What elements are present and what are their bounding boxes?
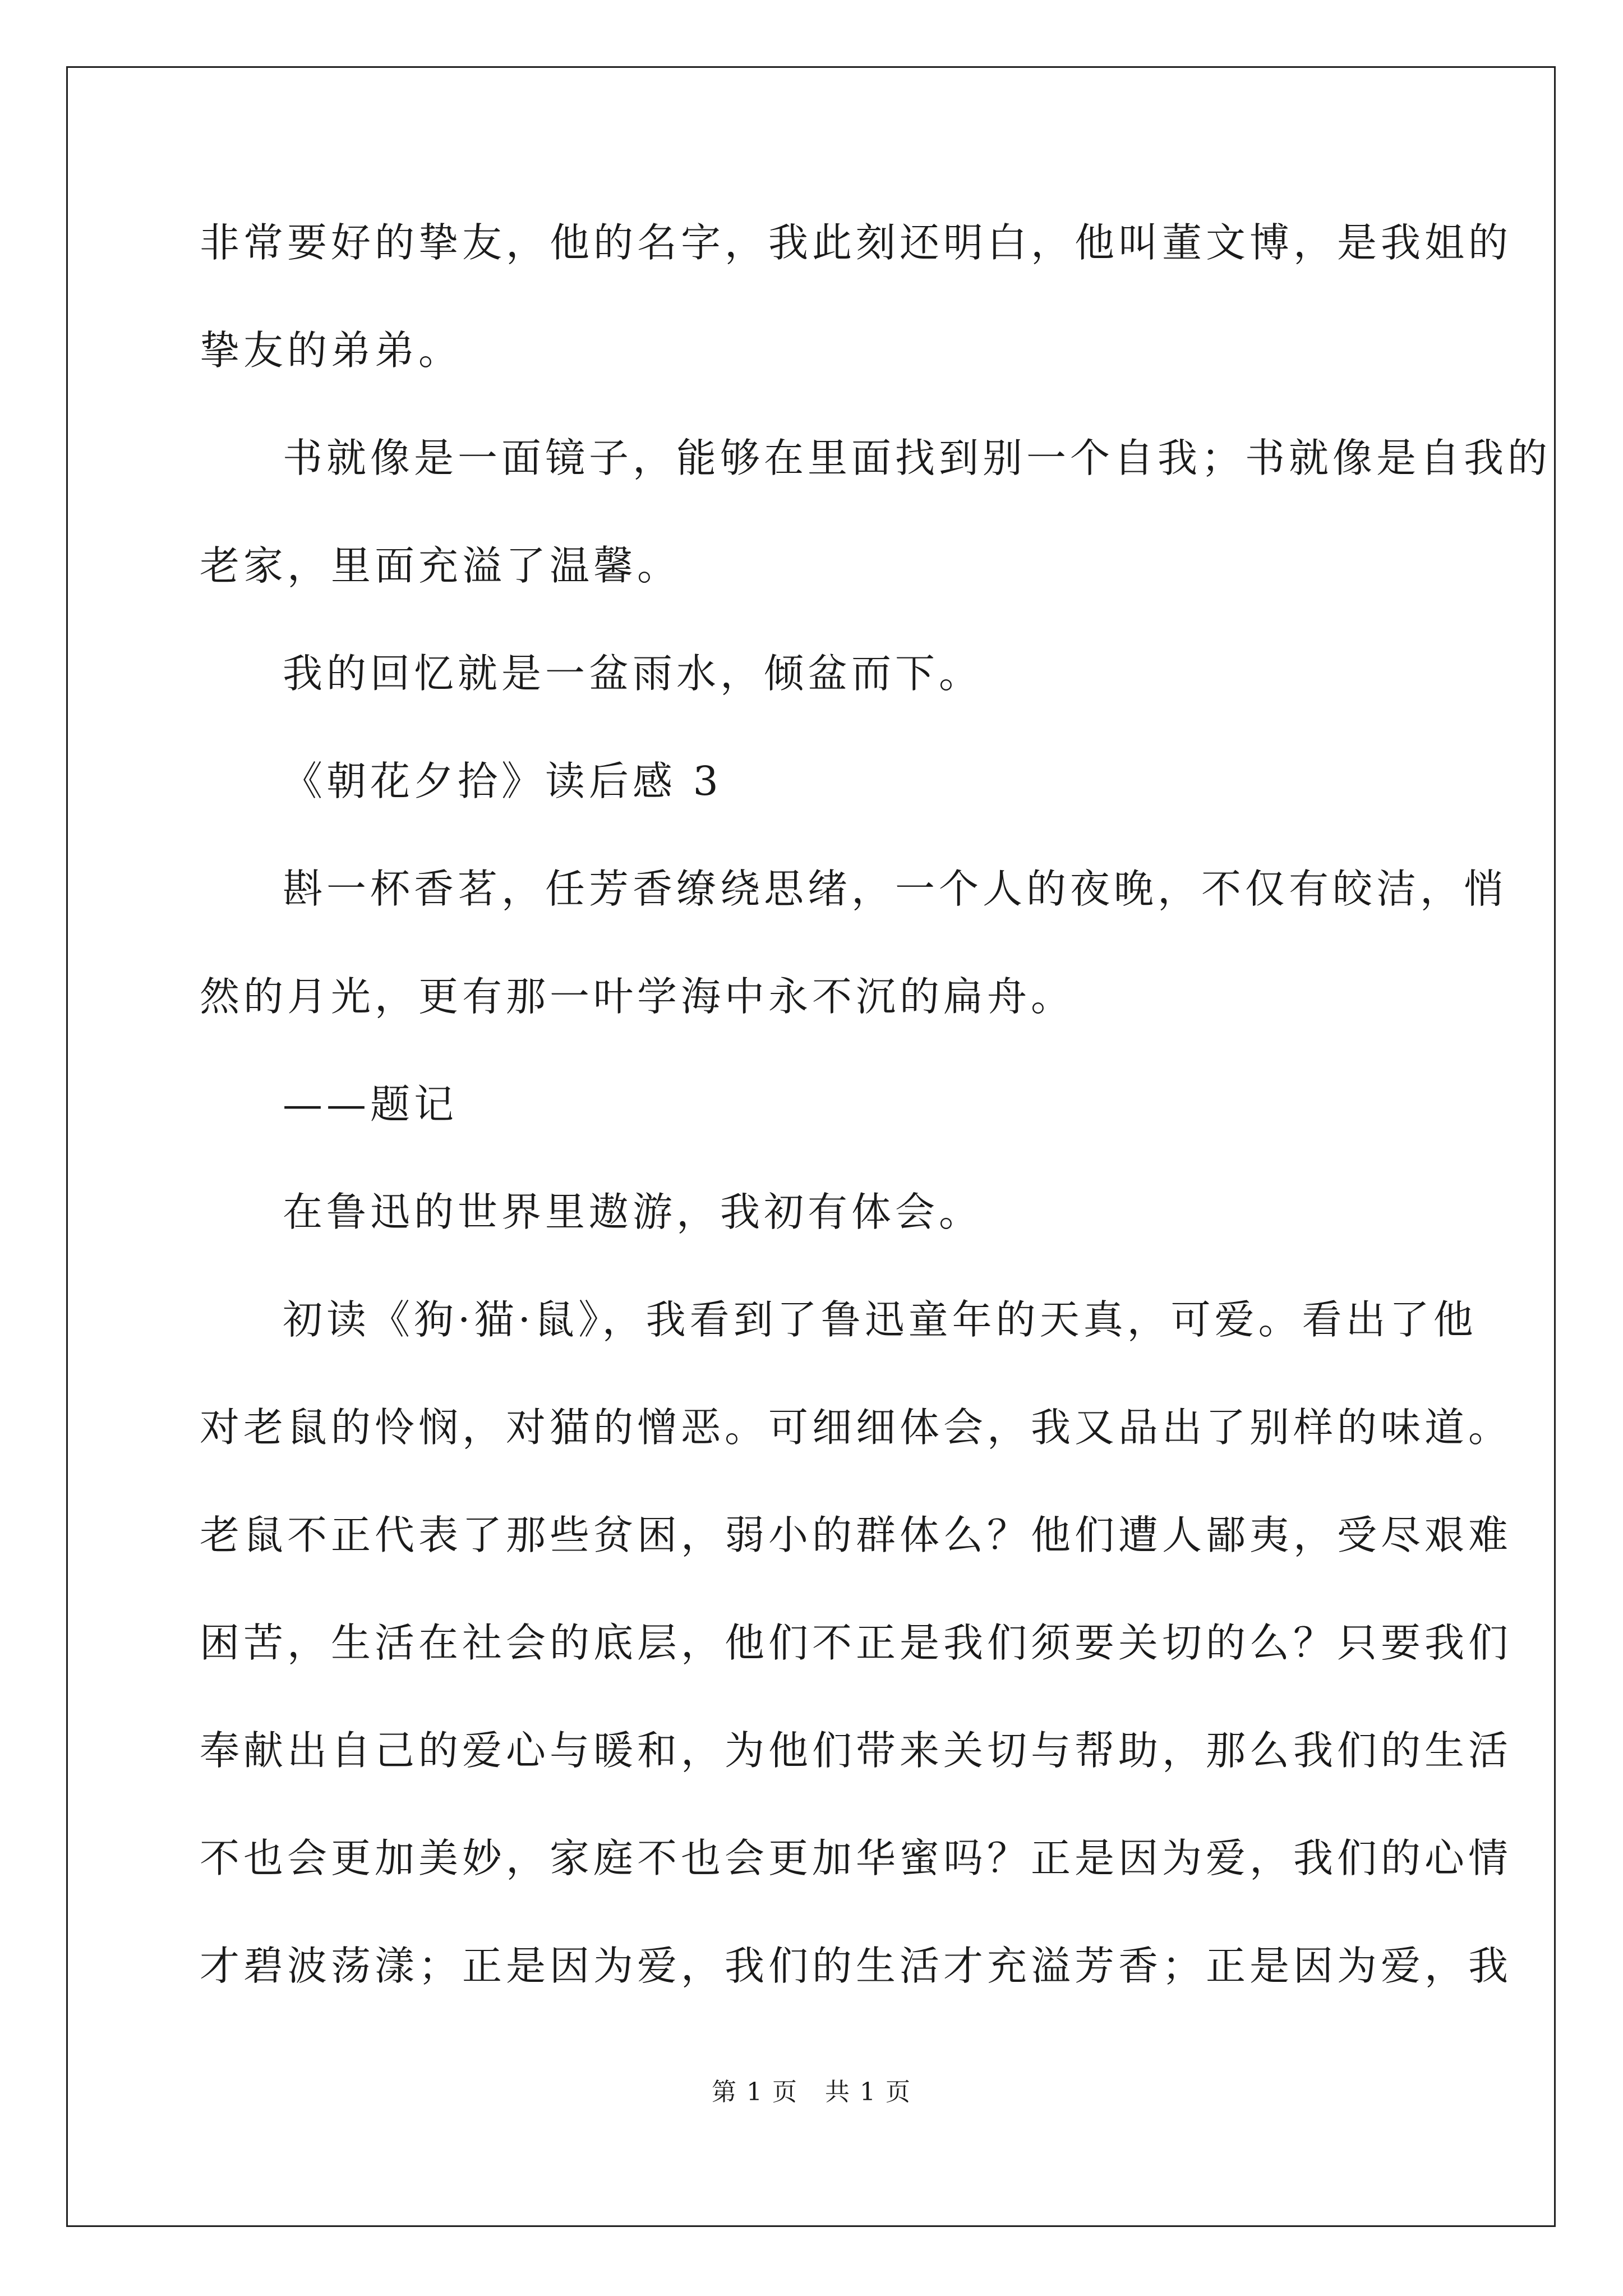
page-total: 共 1 页 xyxy=(825,2078,911,2106)
text-line-16: 不也会更加美妙，家庭不也会更加华蜜吗？正是因为爱，我们的心情 xyxy=(200,1835,1513,1881)
text-line-17: 才碧波荡漾；正是因为爱，我们的生活才充溢芳香；正是因为爱，我 xyxy=(200,1943,1513,1989)
text-line-4: 老家，里面充溢了温馨。 xyxy=(200,542,681,589)
section-heading: 《朝花夕拾》读后感 3 xyxy=(283,758,722,804)
text-line-15: 奉献出自己的爱心与暖和，为他们带来关切与帮助，那么我们的生活 xyxy=(200,1727,1513,1774)
text-line-5: 我的回忆就是一盆雨水，倾盆而下。 xyxy=(283,650,983,697)
text-line-12: 对老鼠的怜悯，对猫的憎恶。可细细体会，我又品出了别样的味道。 xyxy=(200,1404,1513,1451)
document-body xyxy=(200,216,1552,1993)
text-line-13: 老鼠不正代表了那些贫困，弱小的群体么？他们遭人鄙夷，受尽艰难 xyxy=(200,1512,1513,1558)
text-line-1: 非常要好的挚友，他的名字，我此刻还明白，他叫董文博，是我姐的 xyxy=(200,219,1513,266)
page-number: 第 1 页 xyxy=(712,2078,798,2106)
epigraph-attribution: ——题记 xyxy=(283,1081,458,1128)
text-line-11: 初读《狗·猫·鼠》，我看到了鲁迅童年的天真，可爱。看出了他 xyxy=(283,1296,1477,1343)
text-line-3: 书就像是一面镜子，能够在里面找到别一个自我；书就像是自我的 xyxy=(283,435,1552,481)
text-line-14: 困苦，生活在社会的底层，他们不正是我们须要关切的么？只要我们 xyxy=(200,1619,1513,1666)
text-line-2: 挚友的弟弟。 xyxy=(200,327,463,374)
text-line-7: 斟一杯香茗，任芳香缭绕思绪，一个人的夜晚，不仅有皎洁，悄 xyxy=(283,866,1508,912)
page-footer xyxy=(0,2077,1623,2108)
text-line-8: 然的月光，更有那一叶学海中永不沉的扁舟。 xyxy=(200,973,1075,1020)
text-line-10: 在鲁迅的世界里遨游，我初有体会。 xyxy=(283,1189,983,1235)
